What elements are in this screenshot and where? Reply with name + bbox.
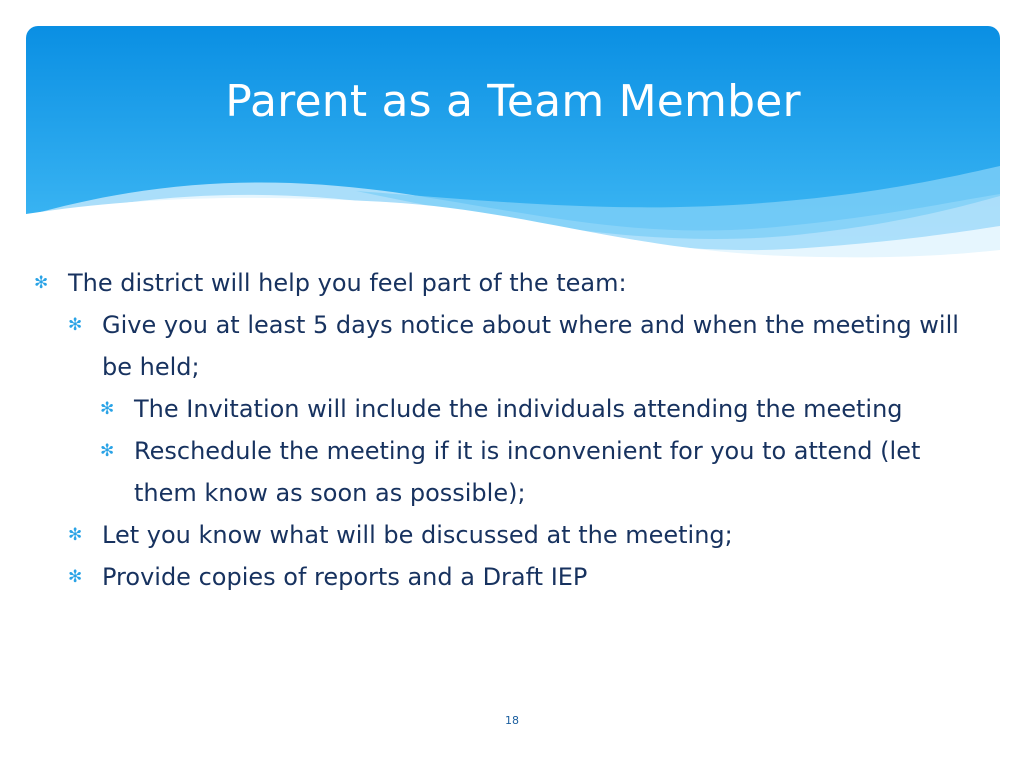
bullet-item (100, 388, 974, 430)
title-header-banner (26, 26, 1000, 266)
page-number: 18 (505, 714, 519, 727)
asterisk-icon: ✻ (68, 315, 83, 335)
asterisk-icon: ✻ (68, 525, 83, 545)
bullet-text: Provide copies of reports and a Draft IEP (102, 563, 588, 591)
asterisk-icon: ✻ (100, 399, 115, 419)
bullet-item (68, 556, 974, 598)
asterisk-icon: ✻ (68, 567, 83, 587)
bullet-text: The Invitation will include the individuals attending the meeting (134, 395, 903, 423)
bullet-text: Reschedule the meeting if it is inconvenient for you to attend (let them know as soon as possible); (134, 437, 921, 507)
bullet-text: Give you at least 5 days notice about where and when the meeting will be held; (102, 311, 959, 381)
bullet-item (68, 304, 974, 388)
bullet-list (34, 262, 974, 598)
wave-background (26, 26, 1000, 266)
bullet-item (34, 262, 974, 304)
bullet-item (68, 514, 974, 556)
asterisk-icon: ✻ (34, 273, 49, 293)
asterisk-icon: ✻ (100, 441, 115, 461)
bullet-text: The district will help you feel part of the team: (68, 269, 627, 297)
bullet-item (100, 430, 974, 514)
slide-title: Parent as a Team Member (225, 76, 801, 127)
bullet-text: Let you know what will be discussed at the meeting; (102, 521, 733, 549)
